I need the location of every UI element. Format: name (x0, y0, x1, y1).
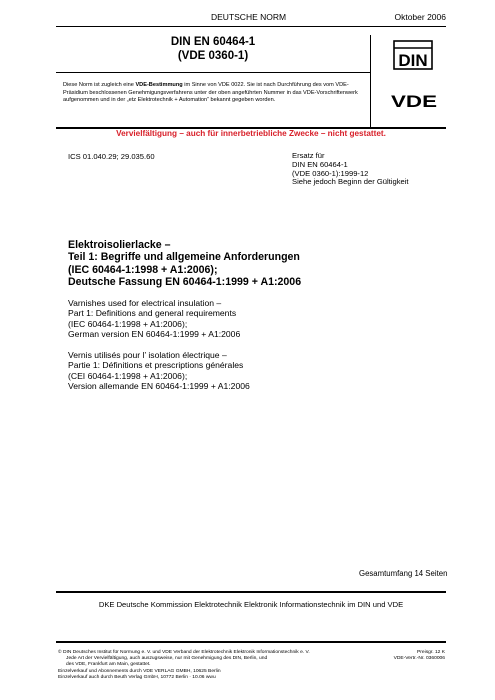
footer-line: Einzelverkauf und Abonnements durch VDE VERLAG GMBH, 10625 Berlin (58, 668, 221, 674)
title-line: Elektroisolierlacke – (68, 239, 171, 251)
footer-line: Einzelverkauf auch durch Beuth Verlag GmbH, 10772 Berlin · 10.06 wwu (58, 674, 216, 680)
dke-rule (56, 591, 446, 593)
dke-line: DKE Deutsche Kommission Elektrotechnik Elektronik Informationstechnik im DIN und VDE (98, 600, 404, 609)
title-line: Vernis utilisés pour l’ isolation électrique – (68, 350, 227, 360)
order-number: VDE-Vertr.-Nr. 0360006 (393, 656, 445, 662)
price-group: Preisgr. 12 K (417, 650, 445, 655)
title-line: Partie 1: Définitions et prescriptions générales (68, 360, 244, 371)
din-logo (393, 40, 433, 70)
footer-line: Jede Art der Vervielfältigung, auch auszugsweise, nur mit Genehmigung des DIN, Berlin, und (66, 656, 268, 662)
title-line: Varnishes used for electrical insulation – (68, 298, 222, 308)
top-rule (56, 26, 446, 27)
replaces-line: DIN EN 60464-1 (292, 159, 348, 169)
english-title (68, 298, 438, 340)
vde-logo (390, 92, 438, 110)
footer-price (394, 650, 445, 662)
german-title (68, 239, 438, 289)
footer-line: © DIN Deutsches Institut für Normung e. V. und VDE Verband der Elektrotechnik Elektronik Informationstechnik e. V. (58, 650, 310, 655)
document-number: DIN EN 60464-1 (170, 36, 256, 48)
replaces-block (292, 152, 409, 187)
title-divider (56, 72, 370, 73)
footer-line: des VDE, Frankfurt am Main, gestattet. (66, 662, 151, 668)
vde-number: (VDE 0360-1) (177, 50, 249, 62)
replaces-line: Siehe jedoch Beginn der Gültigkeit (292, 177, 409, 187)
replaces-line: Ersatz für (292, 151, 325, 160)
total-pages: Gesamtumfang 14 Seiten (359, 569, 448, 578)
reproduction-warning: Vervielfältigung – auch für innerbetriebliche Zwecke – nicht gestattet. (116, 129, 386, 138)
footer-copyright (58, 650, 348, 681)
french-title (68, 350, 438, 392)
svg-text:VDE: VDE (391, 92, 437, 110)
title-line: Version allemande EN 60464-1:1999 + A1:2006 (68, 381, 250, 392)
title-line: Deutsche Fassung EN 60464-1:1999 + A1:2006 (68, 276, 302, 289)
norm-label: DEUTSCHE NORM (211, 12, 287, 22)
svg-text:DIN: DIN (398, 51, 428, 70)
title-line: Part 1: Definitions and general requirements (68, 308, 237, 319)
footer-rule (56, 641, 446, 643)
title-line: Teil 1: Begriffe und allgemeine Anforderungen (68, 251, 300, 264)
title-line: (CEI 60464-1:1998 + A1:2006); (68, 370, 188, 381)
title-line: (IEC 60464-1:1998 + A1:2006); (68, 318, 188, 329)
vde-note: Diese Norm ist zugleich eine VDE-Bestimmung im Sinne von VDE 0022. Sie ist nach Durchführung des vom VDE-Präsidium beschlossenen Genehmigungsverfahrens unter der oben angeführten Nummer in das VDE-Vorschriftenwerk aufgenommen und in der „etz Elektrotechnik + Automation“ bekannt gegeben worden. (63, 82, 358, 104)
title-line: German version EN 60464-1:1999 + A1:2006 (68, 329, 241, 340)
publication-date: Oktober 2006 (394, 12, 446, 22)
title-line: (IEC 60464-1:1998 + A1:2006); (68, 263, 218, 276)
replaces-line: (VDE 0360-1):1999-12 (292, 168, 369, 178)
ics-code: ICS 01.040.29; 29.035.60 (68, 152, 155, 161)
header-box (56, 35, 371, 127)
